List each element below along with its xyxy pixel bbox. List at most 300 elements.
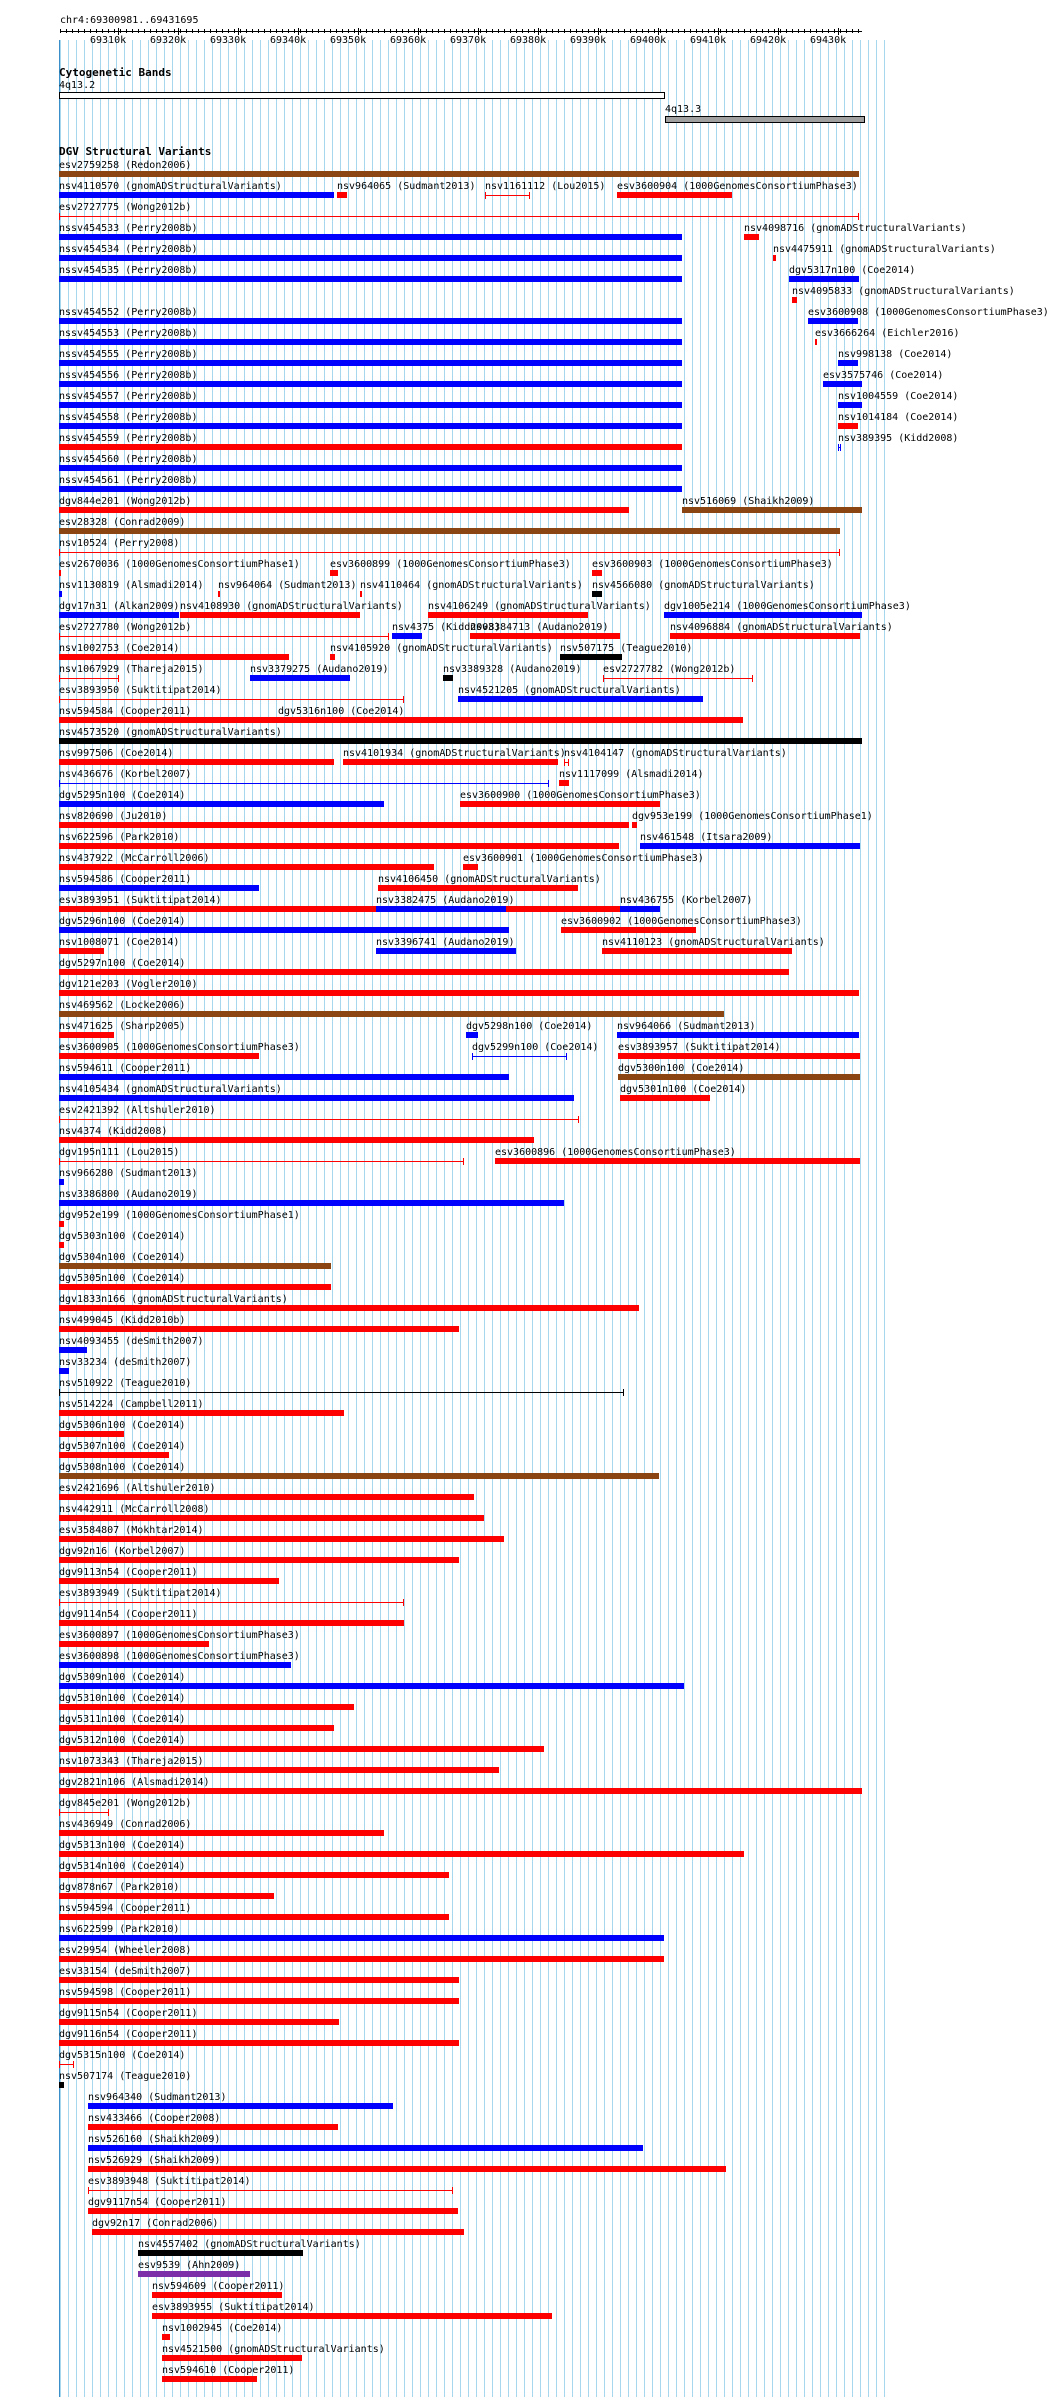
sv-feature-label: nsv436676 (Korbel2007) bbox=[59, 769, 192, 780]
sv-feature-label: dgv5312n100 (Coe2014) bbox=[59, 1735, 186, 1746]
sv-feature-label: nsv469562 (Locke2006) bbox=[59, 1000, 186, 1011]
ruler-minor-tick bbox=[804, 29, 805, 33]
ruler-minor-tick bbox=[444, 29, 445, 33]
sv-feature-bar[interactable] bbox=[789, 276, 859, 282]
ruler-major-tick bbox=[778, 28, 779, 35]
sv-feature-bar[interactable] bbox=[59, 192, 334, 198]
sv-feature-bar[interactable] bbox=[59, 402, 682, 408]
ruler-minor-tick bbox=[714, 29, 715, 33]
sv-feature-bar[interactable] bbox=[617, 192, 732, 198]
ruler-minor-tick bbox=[750, 29, 751, 33]
sv-feature-label: esv3893951 (Suktitipat2014) bbox=[59, 895, 222, 906]
sv-feature-bar[interactable] bbox=[59, 1119, 579, 1120]
ruler-minor-tick bbox=[408, 29, 409, 33]
sv-feature-label: nsv3386800 (Audano2019) bbox=[59, 1189, 198, 1200]
sv-feature-label: nsv4106249 (gnomADStructuralVariants) bbox=[428, 601, 651, 612]
sv-feature-bar[interactable] bbox=[808, 318, 858, 324]
ruler-minor-tick bbox=[348, 29, 349, 33]
sv-feature-bar[interactable] bbox=[59, 360, 682, 366]
sv-feature-bar[interactable] bbox=[360, 591, 362, 597]
sv-feature-bar[interactable] bbox=[162, 2334, 170, 2340]
ruler-minor-tick bbox=[318, 29, 319, 33]
ruler-minor-tick bbox=[660, 29, 661, 33]
sv-feature-bar[interactable] bbox=[59, 1725, 334, 1731]
sv-feature-label: dgv845e201 (Wong2012b) bbox=[59, 1798, 192, 1809]
sv-feature-bar[interactable] bbox=[59, 1935, 664, 1941]
ruler-minor-tick bbox=[360, 29, 361, 33]
ruler-minor-tick bbox=[540, 29, 541, 33]
sv-feature-label: dgv953e199 (1000GenomesConsortiumPhase1) bbox=[632, 811, 873, 822]
ruler-tick-label: 69380k bbox=[510, 35, 547, 46]
sv-feature-label: esv3893948 (Suktitipat2014) bbox=[88, 2176, 251, 2187]
sv-feature-label: esv3893955 (Suktitipat2014) bbox=[152, 2302, 315, 2313]
sv-feature-bar[interactable] bbox=[88, 2166, 726, 2172]
sv-feature-bar[interactable] bbox=[59, 948, 104, 954]
sv-feature-bar[interactable] bbox=[59, 1221, 64, 1227]
sv-feature-bar[interactable] bbox=[59, 1914, 449, 1920]
ruler-major-tick bbox=[178, 28, 179, 35]
sv-feature-bar[interactable] bbox=[463, 864, 478, 870]
sv-feature-bar[interactable] bbox=[59, 1410, 344, 1416]
ruler-minor-tick bbox=[240, 29, 241, 33]
ruler-minor-tick bbox=[684, 29, 685, 33]
sv-feature-bar[interactable] bbox=[376, 906, 506, 912]
sv-feature-label: nsv3379275 (Audano2019) bbox=[250, 664, 389, 675]
sv-feature-label: nsv510922 (Teague2010) bbox=[59, 1378, 192, 1389]
sv-feature-bar[interactable] bbox=[88, 2190, 453, 2191]
ruler-minor-tick bbox=[258, 29, 259, 33]
sv-feature-label: nsv507175 (Teague2010) bbox=[560, 643, 693, 654]
ruler-minor-tick bbox=[354, 29, 355, 33]
sv-feature-bar[interactable] bbox=[59, 1179, 64, 1185]
sv-feature-label: esv33154 (deSmith2007) bbox=[59, 1966, 192, 1977]
sv-feature-bar[interactable] bbox=[59, 906, 624, 912]
sv-feature-label: dgv2821n106 (Alsmadi2014) bbox=[59, 1777, 210, 1788]
sv-feature-bar[interactable] bbox=[88, 2124, 338, 2130]
sv-feature-bar[interactable] bbox=[59, 1641, 209, 1647]
sv-feature-bar[interactable] bbox=[560, 654, 622, 660]
sv-feature-bar[interactable] bbox=[59, 1536, 504, 1542]
sv-feature-label: dgv5306n100 (Coe2014) bbox=[59, 1420, 186, 1431]
cytoband-track-title: Cytogenetic Bands bbox=[59, 66, 172, 79]
ruler-minor-tick bbox=[786, 29, 787, 33]
sv-feature-bar[interactable] bbox=[460, 801, 660, 807]
sv-feature-label: nsv433466 (Cooper2008) bbox=[88, 2113, 221, 2124]
ruler-minor-tick bbox=[336, 29, 337, 33]
sv-feature-bar[interactable] bbox=[59, 1557, 459, 1563]
sv-feature-label: nsv964065 (Sudmant2013) bbox=[337, 181, 476, 192]
sv-feature-bar[interactable] bbox=[838, 360, 858, 366]
sv-feature-label: nsv4098716 (gnomADStructuralVariants) bbox=[744, 223, 967, 234]
ruler-tick-label: 69350k bbox=[330, 35, 367, 46]
sv-feature-label: dgv5303n100 (Coe2014) bbox=[59, 1231, 186, 1242]
ruler-title: chr4:69300981..69431695 bbox=[60, 15, 199, 26]
sv-feature-bar[interactable] bbox=[592, 570, 602, 576]
sv-feature-bar[interactable] bbox=[59, 2019, 339, 2025]
sv-feature-bar[interactable] bbox=[838, 447, 841, 448]
sv-feature-label: nsv389395 (Kidd2008) bbox=[838, 433, 959, 444]
sv-feature-bar[interactable] bbox=[59, 927, 509, 933]
sv-feature-label: nsv10524 (Perry2008) bbox=[59, 538, 180, 549]
sv-feature-bar[interactable] bbox=[59, 612, 179, 618]
ruler-minor-tick bbox=[708, 29, 709, 33]
sv-feature-bar[interactable] bbox=[59, 1011, 724, 1017]
sv-feature-label: nsv4101934 (gnomADStructuralVariants) bbox=[343, 748, 566, 759]
ruler-minor-tick bbox=[78, 29, 79, 33]
ruler-minor-tick bbox=[654, 29, 655, 33]
dgv-track-title: DGV Structural Variants bbox=[59, 145, 212, 158]
sv-feature-bar[interactable] bbox=[640, 843, 860, 849]
sv-feature-label: nsv594611 (Cooper2011) bbox=[59, 1063, 192, 1074]
sv-feature-bar[interactable] bbox=[59, 1662, 291, 1668]
sv-feature-bar[interactable] bbox=[162, 2355, 302, 2361]
sv-feature-bar[interactable] bbox=[59, 2040, 459, 2046]
sv-feature-bar[interactable] bbox=[59, 678, 119, 679]
sv-feature-bar[interactable] bbox=[59, 1368, 69, 1374]
sv-feature-bar[interactable] bbox=[138, 2250, 303, 2256]
sv-feature-bar[interactable] bbox=[59, 1431, 124, 1437]
sv-feature-bar[interactable] bbox=[59, 234, 682, 240]
ruler-minor-tick bbox=[108, 29, 109, 33]
sv-feature-bar[interactable] bbox=[59, 1032, 114, 1038]
sv-feature-bar[interactable] bbox=[59, 801, 384, 807]
sv-feature-label: nssv454561 (Perry2008b) bbox=[59, 475, 198, 486]
sv-feature-bar[interactable] bbox=[138, 2271, 250, 2277]
sv-feature-label: nssv454558 (Perry2008b) bbox=[59, 412, 198, 423]
sv-feature-bar[interactable] bbox=[59, 1263, 331, 1269]
sv-feature-label: nsv4557402 (gnomADStructuralVariants) bbox=[138, 2239, 361, 2250]
sv-feature-bar[interactable] bbox=[59, 864, 434, 870]
sv-feature-bar[interactable] bbox=[823, 381, 862, 387]
ruler-minor-tick bbox=[144, 29, 145, 33]
sv-feature-bar[interactable] bbox=[162, 2376, 257, 2382]
sv-feature-bar[interactable] bbox=[59, 171, 859, 177]
sv-feature-bar[interactable] bbox=[59, 1242, 64, 1248]
sv-feature-bar[interactable] bbox=[59, 1095, 574, 1101]
sv-feature-bar[interactable] bbox=[59, 591, 62, 597]
sv-feature-label: nsv436755 (Korbel2007) bbox=[620, 895, 753, 906]
sv-feature-bar[interactable] bbox=[815, 339, 817, 345]
sv-feature-bar[interactable] bbox=[59, 1515, 484, 1521]
sv-feature-bar[interactable] bbox=[59, 1452, 169, 1458]
sv-feature-label: nssv454559 (Perry2008b) bbox=[59, 433, 198, 444]
ruler-minor-tick bbox=[462, 29, 463, 33]
sv-feature-label: nssv454533 (Perry2008b) bbox=[59, 223, 198, 234]
sv-feature-bar[interactable] bbox=[682, 507, 862, 513]
sv-feature-label: nsv3389328 (Audano2019) bbox=[443, 664, 582, 675]
sv-feature-bar[interactable] bbox=[744, 234, 759, 240]
sv-feature-label: nsv594609 (Cooper2011) bbox=[152, 2281, 285, 2292]
sv-feature-bar[interactable] bbox=[376, 948, 516, 954]
sv-feature-bar[interactable] bbox=[59, 969, 789, 975]
sv-feature-bar[interactable] bbox=[59, 1602, 404, 1603]
sv-feature-label: dgv5317n100 (Coe2014) bbox=[789, 265, 916, 276]
sv-feature-bar[interactable] bbox=[670, 633, 860, 639]
ruler-minor-tick bbox=[222, 29, 223, 33]
sv-feature-label: esv3666264 (Eichler2016) bbox=[815, 328, 960, 339]
sv-feature-label: nsv997506 (Coe2014) bbox=[59, 748, 174, 759]
sv-feature-bar[interactable] bbox=[59, 759, 334, 765]
sv-feature-bar[interactable] bbox=[59, 255, 682, 261]
sv-feature-bar[interactable] bbox=[59, 1872, 449, 1878]
sv-feature-bar[interactable] bbox=[59, 381, 682, 387]
ruler-minor-tick bbox=[162, 29, 163, 33]
sv-feature-bar[interactable] bbox=[59, 2064, 74, 2065]
sv-feature-bar[interactable] bbox=[773, 255, 776, 261]
sv-feature-bar[interactable] bbox=[218, 591, 220, 597]
sv-feature-bar[interactable] bbox=[618, 1053, 860, 1059]
sv-feature-bar[interactable] bbox=[59, 1746, 544, 1752]
sv-feature-bar[interactable] bbox=[59, 654, 289, 660]
sv-feature-bar[interactable] bbox=[59, 1620, 404, 1626]
sv-feature-bar[interactable] bbox=[59, 486, 682, 492]
sv-feature-bar[interactable] bbox=[602, 948, 792, 954]
sv-feature-label: esv2421392 (Altshuler2010) bbox=[59, 1105, 216, 1116]
sv-feature-label: esv3600899 (1000GenomesConsortiumPhase3) bbox=[330, 559, 571, 570]
ruler-minor-tick bbox=[426, 29, 427, 33]
sv-feature-label: nsv820690 (Ju2010) bbox=[59, 811, 168, 822]
sv-feature-bar[interactable] bbox=[59, 1161, 464, 1162]
sv-feature-bar[interactable] bbox=[59, 783, 549, 784]
sv-feature-bar[interactable] bbox=[337, 192, 347, 198]
sv-feature-bar[interactable] bbox=[620, 906, 660, 912]
sv-feature-bar[interactable] bbox=[59, 1704, 354, 1710]
ruler-minor-tick bbox=[486, 29, 487, 33]
sv-feature-bar[interactable] bbox=[592, 591, 602, 597]
sv-feature-label: nsv4110464 (gnomADStructuralVariants) bbox=[360, 580, 583, 591]
sv-feature-bar[interactable] bbox=[59, 1830, 384, 1836]
sv-feature-bar[interactable] bbox=[59, 1998, 459, 2004]
sv-feature-bar[interactable] bbox=[559, 780, 569, 786]
sv-feature-bar[interactable] bbox=[495, 1158, 860, 1164]
sv-feature-bar[interactable] bbox=[88, 2103, 393, 2109]
sv-feature-bar[interactable] bbox=[59, 1812, 109, 1813]
sv-feature-bar[interactable] bbox=[59, 465, 682, 471]
sv-feature-label: nsv4374 (Kidd2008) bbox=[59, 1126, 168, 1137]
ruler-minor-tick bbox=[120, 29, 121, 33]
sv-feature-bar[interactable] bbox=[59, 444, 682, 450]
ruler-major-tick bbox=[538, 28, 539, 35]
ruler-minor-tick bbox=[498, 29, 499, 33]
sv-feature-bar[interactable] bbox=[59, 1683, 684, 1689]
sv-feature-bar[interactable] bbox=[472, 1056, 567, 1057]
ruler-tick-label: 69370k bbox=[450, 35, 487, 46]
sv-feature-bar[interactable] bbox=[392, 633, 422, 639]
ruler-minor-tick bbox=[726, 29, 727, 33]
sv-feature-bar[interactable] bbox=[59, 1851, 744, 1857]
sv-feature-bar[interactable] bbox=[59, 738, 862, 744]
ruler-minor-tick bbox=[252, 29, 253, 33]
sv-feature-label: dgv9115n54 (Cooper2011) bbox=[59, 2008, 198, 2019]
sv-feature-bar[interactable] bbox=[59, 843, 619, 849]
sv-feature-bar[interactable] bbox=[466, 1032, 478, 1038]
sv-feature-bar[interactable] bbox=[59, 1956, 664, 1962]
sv-feature-bar[interactable] bbox=[330, 570, 338, 576]
ruler-minor-tick bbox=[792, 29, 793, 33]
ruler-minor-tick bbox=[636, 29, 637, 33]
sv-feature-bar[interactable] bbox=[59, 1893, 274, 1899]
sv-feature-bar[interactable] bbox=[620, 1095, 710, 1101]
sv-feature-label: dgv5308n100 (Coe2014) bbox=[59, 1462, 186, 1473]
sv-feature-bar[interactable] bbox=[618, 1074, 860, 1080]
sv-feature-label: nsv471625 (Sharp2005) bbox=[59, 1021, 186, 1032]
sv-feature-bar[interactable] bbox=[564, 762, 569, 763]
sv-feature-bar[interactable] bbox=[603, 678, 753, 679]
ruler-minor-tick bbox=[216, 29, 217, 33]
sv-feature-bar[interactable] bbox=[59, 552, 840, 553]
sv-feature-bar[interactable] bbox=[59, 339, 682, 345]
sv-feature-bar[interactable] bbox=[278, 717, 743, 723]
ruler-minor-tick bbox=[510, 29, 511, 33]
sv-feature-label: dgv1005e214 (1000GenomesConsortiumPhase3) bbox=[664, 601, 911, 612]
sv-feature-label: esv3600897 (1000GenomesConsortiumPhase3) bbox=[59, 1630, 300, 1641]
ruler-minor-tick bbox=[282, 29, 283, 33]
sv-feature-bar[interactable] bbox=[443, 675, 453, 681]
sv-feature-bar[interactable] bbox=[59, 507, 629, 513]
ruler-minor-tick bbox=[528, 29, 529, 33]
sv-feature-label: dgv5313n100 (Coe2014) bbox=[59, 1840, 186, 1851]
sv-feature-label: nsv4110123 (gnomADStructuralVariants) bbox=[602, 937, 825, 948]
sv-feature-label: nsv461548 (Itsara2009) bbox=[640, 832, 773, 843]
sv-feature-bar[interactable] bbox=[59, 1284, 331, 1290]
ruler-major-tick bbox=[298, 28, 299, 35]
ruler-minor-tick bbox=[198, 29, 199, 33]
sv-feature-bar[interactable] bbox=[59, 1767, 499, 1773]
sv-feature-bar[interactable] bbox=[617, 1032, 859, 1038]
sv-feature-label: nsv4104147 (gnomADStructuralVariants) bbox=[564, 748, 787, 759]
sv-feature-bar[interactable] bbox=[59, 1392, 624, 1393]
sv-feature-bar[interactable] bbox=[88, 2208, 458, 2214]
sv-feature-label: nsv964066 (Sudmant2013) bbox=[617, 1021, 756, 1032]
ruler-minor-tick bbox=[522, 29, 523, 33]
sv-feature-bar[interactable] bbox=[59, 528, 840, 534]
ruler-minor-tick bbox=[810, 29, 811, 33]
sv-feature-bar[interactable] bbox=[180, 612, 360, 618]
ruler-minor-tick bbox=[768, 29, 769, 33]
sv-feature-label: nsv436949 (Conrad2006) bbox=[59, 1819, 192, 1830]
sv-feature-bar[interactable] bbox=[561, 927, 696, 933]
sv-feature-bar[interactable] bbox=[152, 2292, 282, 2298]
sv-feature-bar[interactable] bbox=[59, 699, 404, 700]
ruler-minor-tick bbox=[66, 29, 67, 33]
sv-feature-bar[interactable] bbox=[59, 2082, 64, 2088]
sv-feature-label: nsv4106450 (gnomADStructuralVariants) bbox=[378, 874, 601, 885]
ruler-minor-tick bbox=[672, 29, 673, 33]
sv-feature-bar[interactable] bbox=[632, 822, 637, 828]
sv-feature-label: dgv92n16 (Korbel2007) bbox=[59, 1546, 186, 1557]
cytoband[interactable] bbox=[665, 116, 865, 123]
ruler-minor-tick bbox=[288, 29, 289, 33]
sv-feature-bar[interactable] bbox=[792, 297, 797, 303]
sv-feature-bar[interactable] bbox=[59, 1788, 862, 1794]
sv-feature-bar[interactable] bbox=[378, 885, 578, 891]
sv-feature-label: nsv1014184 (Coe2014) bbox=[838, 412, 959, 423]
sv-feature-bar[interactable] bbox=[59, 423, 682, 429]
sv-feature-bar[interactable] bbox=[59, 1305, 639, 1311]
sv-feature-bar[interactable] bbox=[59, 636, 389, 637]
sv-feature-bar[interactable] bbox=[59, 1578, 279, 1584]
sv-feature-bar[interactable] bbox=[59, 1200, 564, 1206]
sv-feature-bar[interactable] bbox=[59, 570, 61, 576]
sv-feature-bar[interactable] bbox=[59, 1053, 259, 1059]
sv-feature-label: dgv5316n100 (Coe2014) bbox=[278, 706, 405, 717]
sv-feature-bar[interactable] bbox=[88, 2145, 643, 2151]
sv-feature-label: nsv964064 (Sudmant2013) bbox=[218, 580, 357, 591]
sv-feature-bar[interactable] bbox=[152, 2313, 552, 2319]
ruler-minor-tick bbox=[828, 29, 829, 33]
sv-feature-bar[interactable] bbox=[458, 696, 703, 702]
sv-feature-label: nsv4108930 (gnomADStructuralVariants) bbox=[180, 601, 403, 612]
sv-feature-bar[interactable] bbox=[59, 885, 259, 891]
ruler-minor-tick bbox=[504, 29, 505, 33]
sv-feature-bar[interactable] bbox=[343, 759, 558, 765]
cytoband[interactable] bbox=[59, 92, 665, 99]
ruler-minor-tick bbox=[648, 29, 649, 33]
sv-feature-bar[interactable] bbox=[59, 216, 859, 217]
sv-feature-bar[interactable] bbox=[485, 195, 530, 196]
ruler-minor-tick bbox=[624, 29, 625, 33]
ruler-minor-tick bbox=[678, 29, 679, 33]
sv-feature-label: esv2727775 (Wong2012b) bbox=[59, 202, 192, 213]
sv-feature-bar[interactable] bbox=[59, 1977, 459, 1983]
sv-feature-label: dgv5300n100 (Coe2014) bbox=[618, 1063, 745, 1074]
sv-feature-bar[interactable] bbox=[59, 1347, 87, 1353]
sv-feature-bar[interactable] bbox=[838, 402, 862, 408]
ruler-minor-tick bbox=[192, 29, 193, 33]
ruler-minor-tick bbox=[492, 29, 493, 33]
sv-feature-label: nsv3384713 (Audano2019) bbox=[470, 622, 609, 633]
sv-feature-bar[interactable] bbox=[59, 1494, 474, 1500]
sv-feature-bar[interactable] bbox=[59, 990, 859, 996]
sv-feature-label: nsv964340 (Sudmant2013) bbox=[88, 2092, 227, 2103]
sv-feature-label: nssv454534 (Perry2008b) bbox=[59, 244, 198, 255]
sv-feature-label: esv3600905 (1000GenomesConsortiumPhase3) bbox=[59, 1042, 300, 1053]
sv-feature-bar[interactable] bbox=[92, 2229, 464, 2235]
sv-feature-bar[interactable] bbox=[664, 612, 862, 618]
sv-feature-bar[interactable] bbox=[470, 633, 620, 639]
sv-feature-label: esv28328 (Conrad2009) bbox=[59, 517, 186, 528]
sv-feature-label: nsv4566080 (gnomADStructuralVariants) bbox=[592, 580, 815, 591]
sv-feature-bar[interactable] bbox=[59, 276, 682, 282]
sv-feature-bar[interactable] bbox=[330, 654, 335, 660]
sv-feature-label: nsv4105434 (gnomADStructuralVariants) bbox=[59, 1084, 282, 1095]
sv-feature-label: nsv514224 (Campbell2011) bbox=[59, 1399, 204, 1410]
sv-feature-bar[interactable] bbox=[59, 1326, 459, 1332]
sv-feature-label: dgv9114n54 (Cooper2011) bbox=[59, 1609, 198, 1620]
sv-feature-bar[interactable] bbox=[59, 1074, 509, 1080]
ruler-minor-tick bbox=[612, 29, 613, 33]
ruler-minor-tick bbox=[330, 29, 331, 33]
sv-feature-bar[interactable] bbox=[59, 1473, 659, 1479]
cytoband-label: 4q13.3 bbox=[665, 104, 702, 115]
sv-feature-label: nsv998138 (Coe2014) bbox=[838, 349, 953, 360]
sv-feature-bar[interactable] bbox=[838, 423, 858, 429]
ruler-minor-tick bbox=[378, 29, 379, 33]
ruler-minor-tick bbox=[420, 29, 421, 33]
sv-feature-bar[interactable] bbox=[250, 675, 350, 681]
ruler-minor-tick bbox=[588, 29, 589, 33]
sv-feature-label: dgv5298n100 (Coe2014) bbox=[466, 1021, 593, 1032]
ruler-minor-tick bbox=[264, 29, 265, 33]
sv-feature-bar[interactable] bbox=[59, 822, 629, 828]
sv-feature-bar[interactable] bbox=[59, 318, 682, 324]
sv-feature-label: esv9539 (Ahn2009) bbox=[138, 2260, 241, 2271]
sv-feature-label: dgv5309n100 (Coe2014) bbox=[59, 1672, 186, 1683]
sv-feature-bar[interactable] bbox=[59, 1137, 534, 1143]
sv-feature-bar[interactable] bbox=[428, 612, 588, 618]
ruler-minor-tick bbox=[468, 29, 469, 33]
sv-feature-label: nsv4375 (Kidd2008) bbox=[392, 622, 501, 633]
